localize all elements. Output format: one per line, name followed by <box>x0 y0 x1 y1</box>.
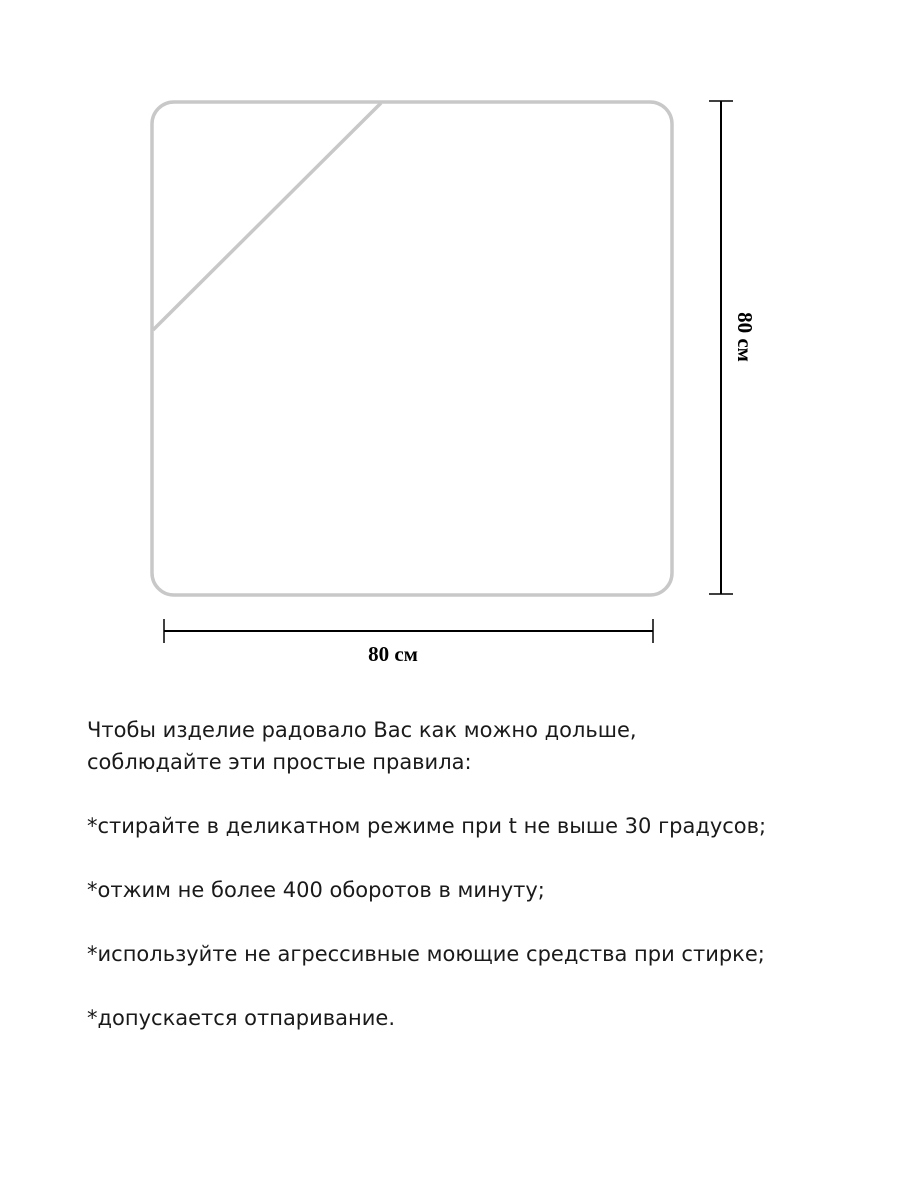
width-label: 80 см <box>368 642 418 666</box>
care-rule-washing: *стирайте в деликатном режиме при t не выше 30 градусов; <box>87 814 767 838</box>
corner-seam <box>153 103 381 330</box>
care-intro-line: Чтобы изделие радовало Вас как можно дольше, <box>87 718 637 742</box>
care-rule-steaming: *допускается отпаривание. <box>87 1006 396 1030</box>
care-instructions <box>87 714 877 1066</box>
care-rule-spin: *отжим не более 400 оборотов в минуту; <box>87 878 545 902</box>
product-outline <box>152 102 672 595</box>
care-intro-line: соблюдайте эти простые правила: <box>87 750 472 774</box>
height-dimension <box>709 101 757 594</box>
width-dimension <box>164 619 653 666</box>
care-intro <box>87 714 877 778</box>
height-label: 80 см <box>733 312 757 362</box>
care-rule-detergent: *используйте не агрессивные моющие средства при стирке; <box>87 942 765 966</box>
